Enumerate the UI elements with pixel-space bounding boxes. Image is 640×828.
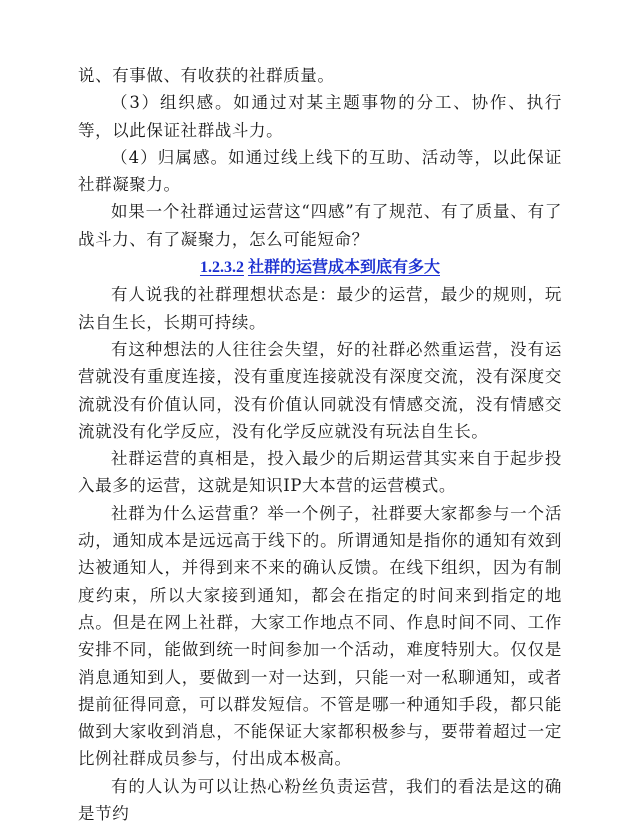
document-page — [78, 62, 562, 827]
paragraph-truth: 社群运营的真相是，投入最少的后期运营其实来自于起步投入最多的运营，这就是知识IP大本营的运营模式。 — [78, 449, 562, 496]
section-number: 1.2.3.2 — [199, 259, 244, 277]
paragraph-ideal-state: 有人说我的社群理想状态是：最少的运营，最少的规则，玩法自生长，长期可持续。 — [78, 285, 562, 332]
paragraph-why-heavy: 社群为什么运营重？举一个例子，社群要大家都参与一个活动，通知成本是远远高于线下的。所谓通知是指你的通知有效到达被通知人，并得到来不来的确认反馈。在线下组织，因为有制度约束，所以大家接到通知，都会在指定的时间来到指定的地点。但是在网上社群，大家工作地点不同、作息时间不同、工作安排不同，能做到统一时间参加一个活动，难度特别大。仅仅是消息通知到人，要做到一对一达到，只能一对一私聊通知，或者提前征得同意，可以群发短信。不管是哪一种通知手段，都只能做到大家收到消息，不能保证大家都积极参与，要带着超过一定比例社群成员参与，付出成本极高。 — [78, 503, 562, 769]
section-title: 社群的运营成本到底有多大 — [247, 257, 440, 277]
section-heading[interactable] — [78, 253, 562, 281]
paragraph-continuation: 说、有事做、有收获的社群质量。 — [78, 66, 335, 85]
paragraph-belonging: （4）归属感。如通过线上线下的互助、活动等，以此保证社群凝聚力。 — [78, 147, 562, 195]
paragraph-four-senses: 如果一个社群通过运营这“四感”有了规范、有了质量、有了战斗力、有了凝聚力，怎么可能短命？ — [78, 202, 562, 249]
paragraph-fans: 有的人认为可以让热心粉丝负责运营，我们的看法是这的确是节约 — [78, 776, 562, 824]
paragraph-disappointment: 有这种想法的人往往会失望，好的社群必然重运营，没有运营就没有重度连接，没有重度连接就没有深度交流，没有深度交流就没有价值认同，没有价值认同就没有情感交流，没有情感交流就没有化学反应，没有化学反应就没有玩法自生长。 — [78, 339, 562, 441]
paragraph-organization: （3）组织感。如通过对某主题事物的分工、协作、执行等，以此保证社群战斗力。 — [78, 93, 562, 140]
